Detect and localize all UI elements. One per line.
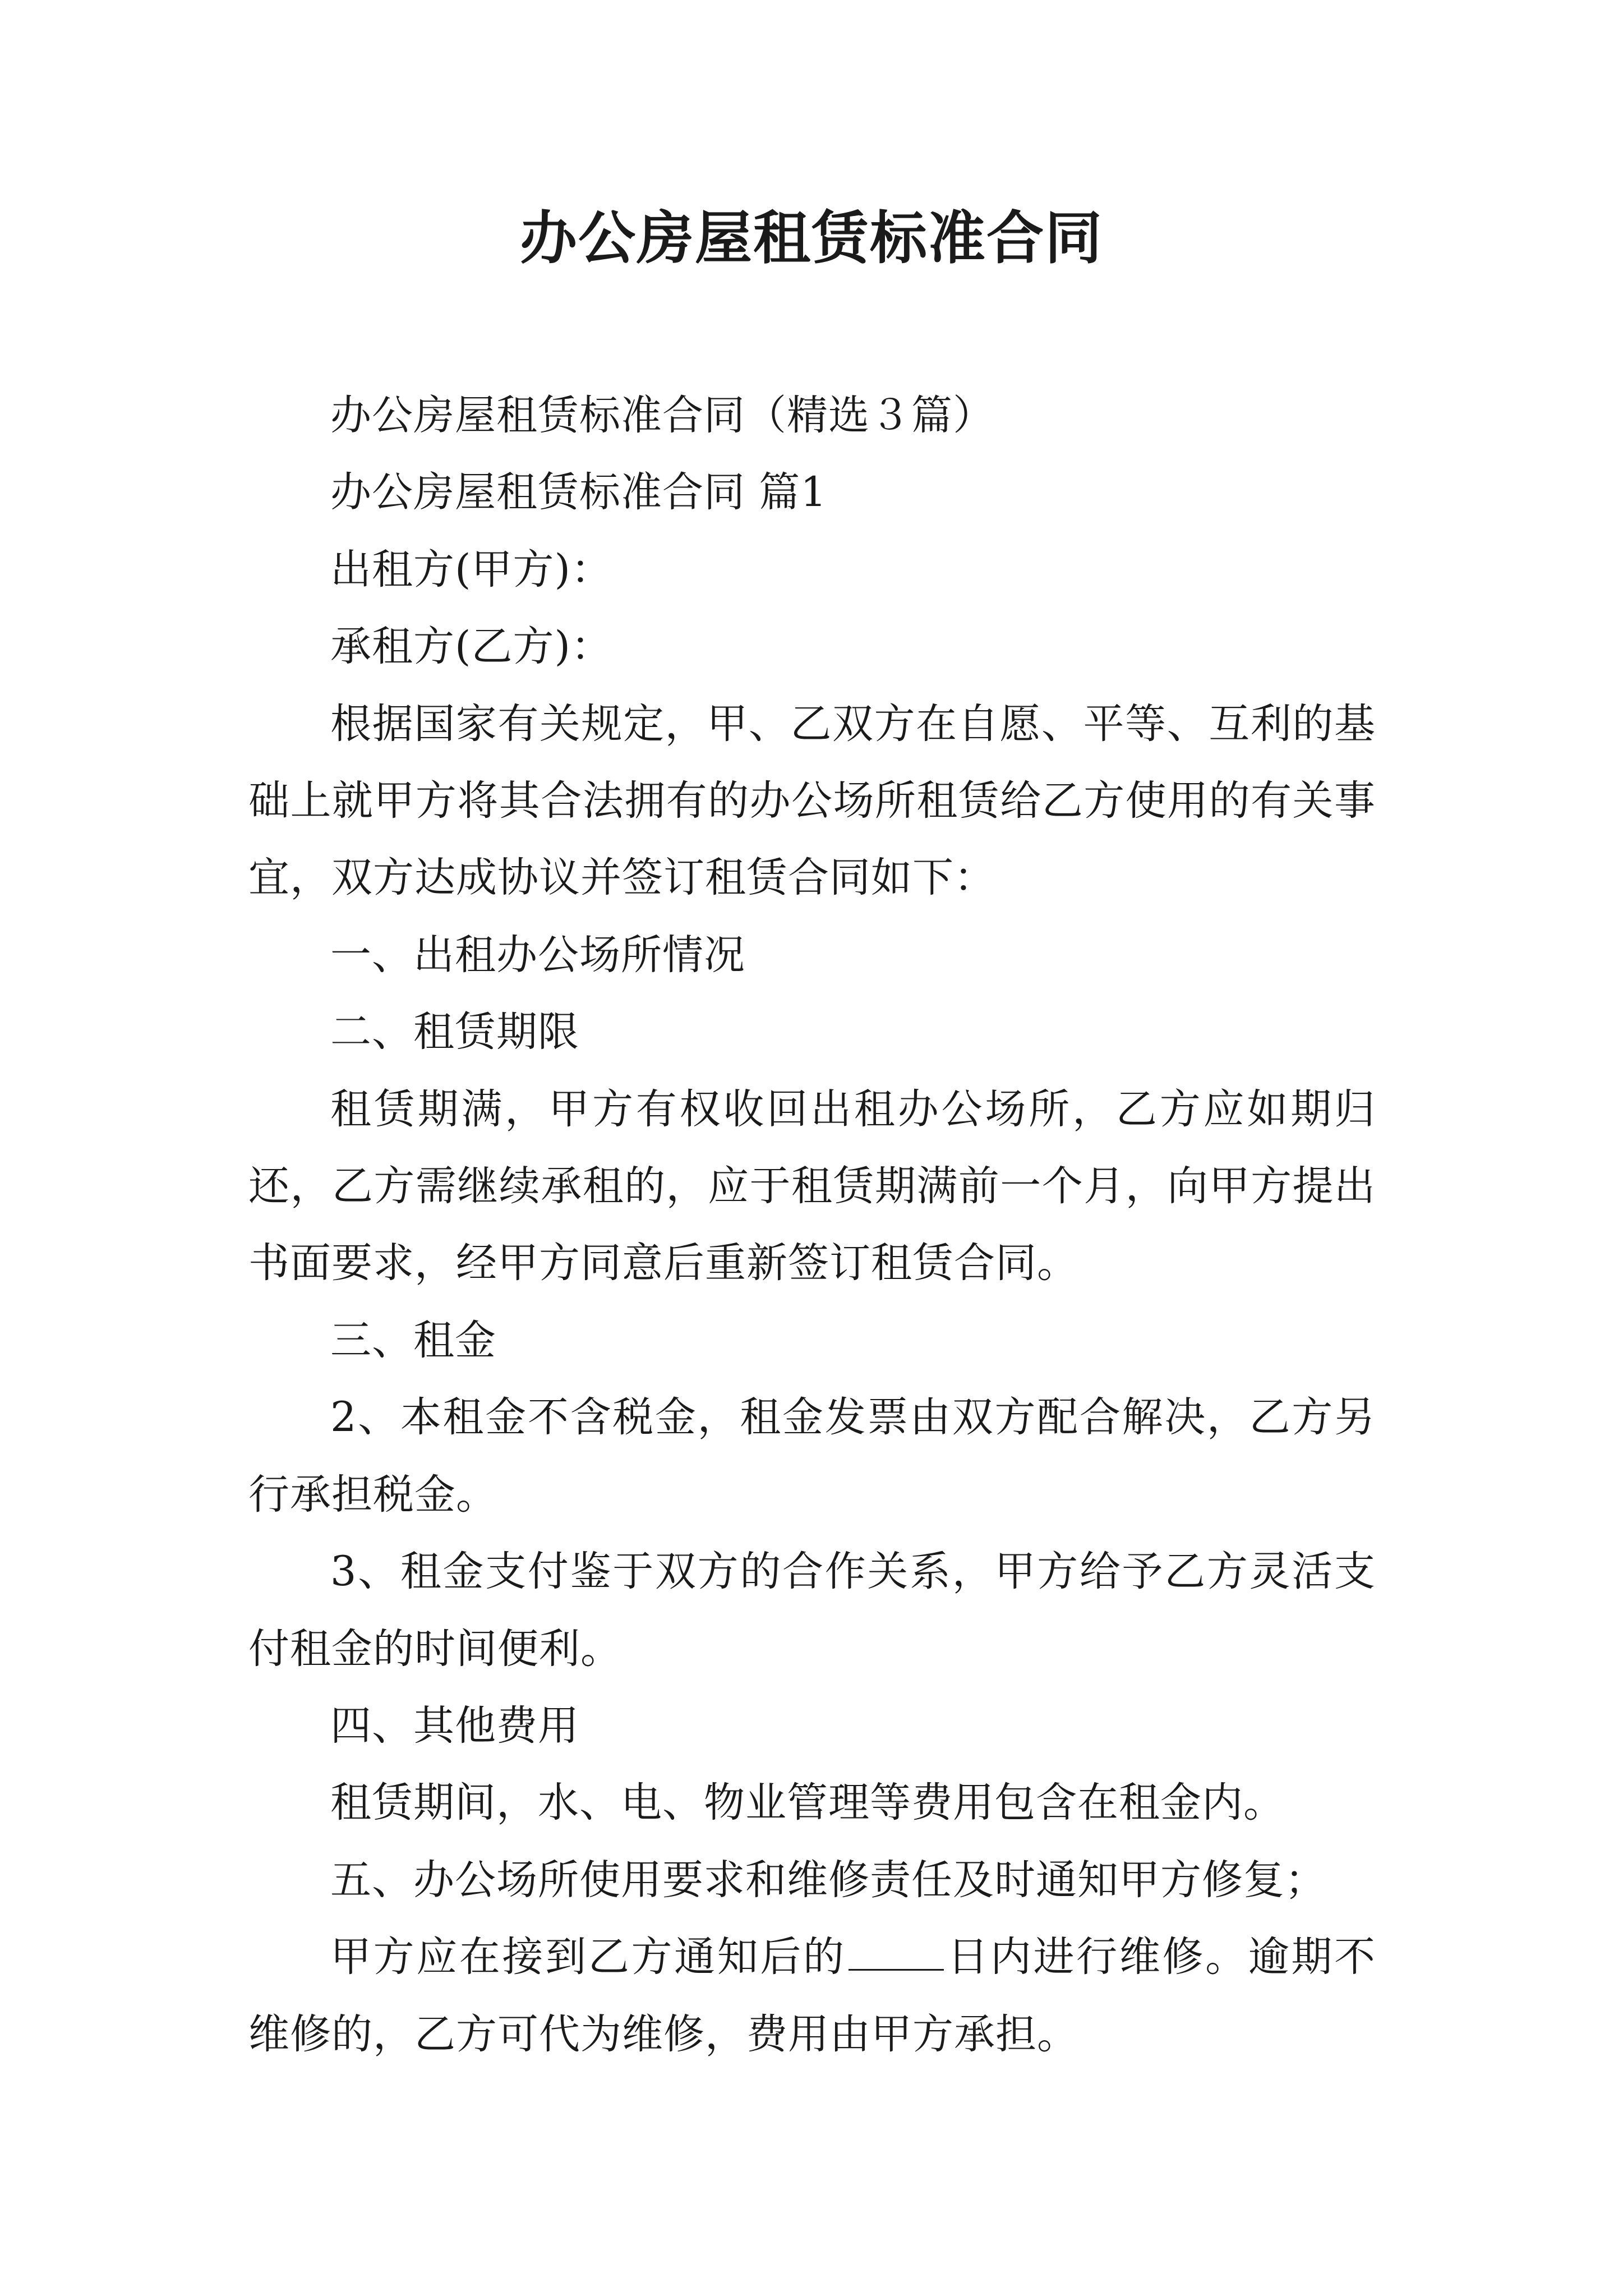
repair-text-after-blank: 日内进行维修。逾期不维修的，乙方可代为维修，费用由甲方承担。 — [248, 1933, 1376, 2058]
term-paragraph: 租赁期满，甲方有权收回出租办公场所，乙方应如期归还，乙方需继续承租的，应于租赁期满前一个月，向甲方提出书面要求，经甲方同意后重新签订租赁合同。 — [248, 1085, 1376, 1287]
repair-text-before-blank: 甲方应在接到乙方通知后的 — [330, 1933, 846, 1981]
preamble-paragraph: 根据国家有关规定，甲、乙双方在自愿、平等、互利的基础上就甲方将其合法拥有的办公场所租赁给乙方使用的有关事宜，双方达成协议并签订租赁合同如下： — [248, 700, 1376, 902]
lessee-line: 承租方(乙方)： — [330, 623, 612, 671]
clause-heading-other-fees: 四、其他费用 — [330, 1701, 579, 1750]
rent-item-2: 2、本租金不含税金，租金发票由双方配合解决，乙方另行承担税金。 — [248, 1393, 1376, 1519]
document-title: 办公房屋租赁标准合同 — [520, 205, 1103, 272]
rent-item-3: 3、租金支付鉴于双方的合作关系，甲方给予乙方灵活支付租金的时间便利。 — [248, 1548, 1376, 1673]
clause-heading-term: 二、租赁期限 — [330, 1008, 579, 1056]
repair-paragraph — [248, 1918, 1376, 2073]
lessor-line: 出租方(甲方)： — [330, 545, 612, 593]
fill-in-blank-days — [849, 1935, 944, 1971]
subtitle-selected: 办公房屋租赁标准合同（精选３篇） — [330, 392, 994, 439]
clause-heading-usage-repair: 五、办公场所使用要求和维修责任及时通知甲方修复； — [330, 1856, 1326, 1904]
clause-heading-rent: 三、租金 — [330, 1316, 496, 1364]
section-heading-part1: 办公房屋租赁标准合同 篇1 — [330, 468, 827, 517]
document-body — [248, 377, 1376, 2073]
other-fees-paragraph: 租赁期间，水、电、物业管理等费用包含在租金内。 — [330, 1779, 1285, 1827]
clause-heading-premises: 一、出租办公场所情况 — [330, 931, 745, 979]
